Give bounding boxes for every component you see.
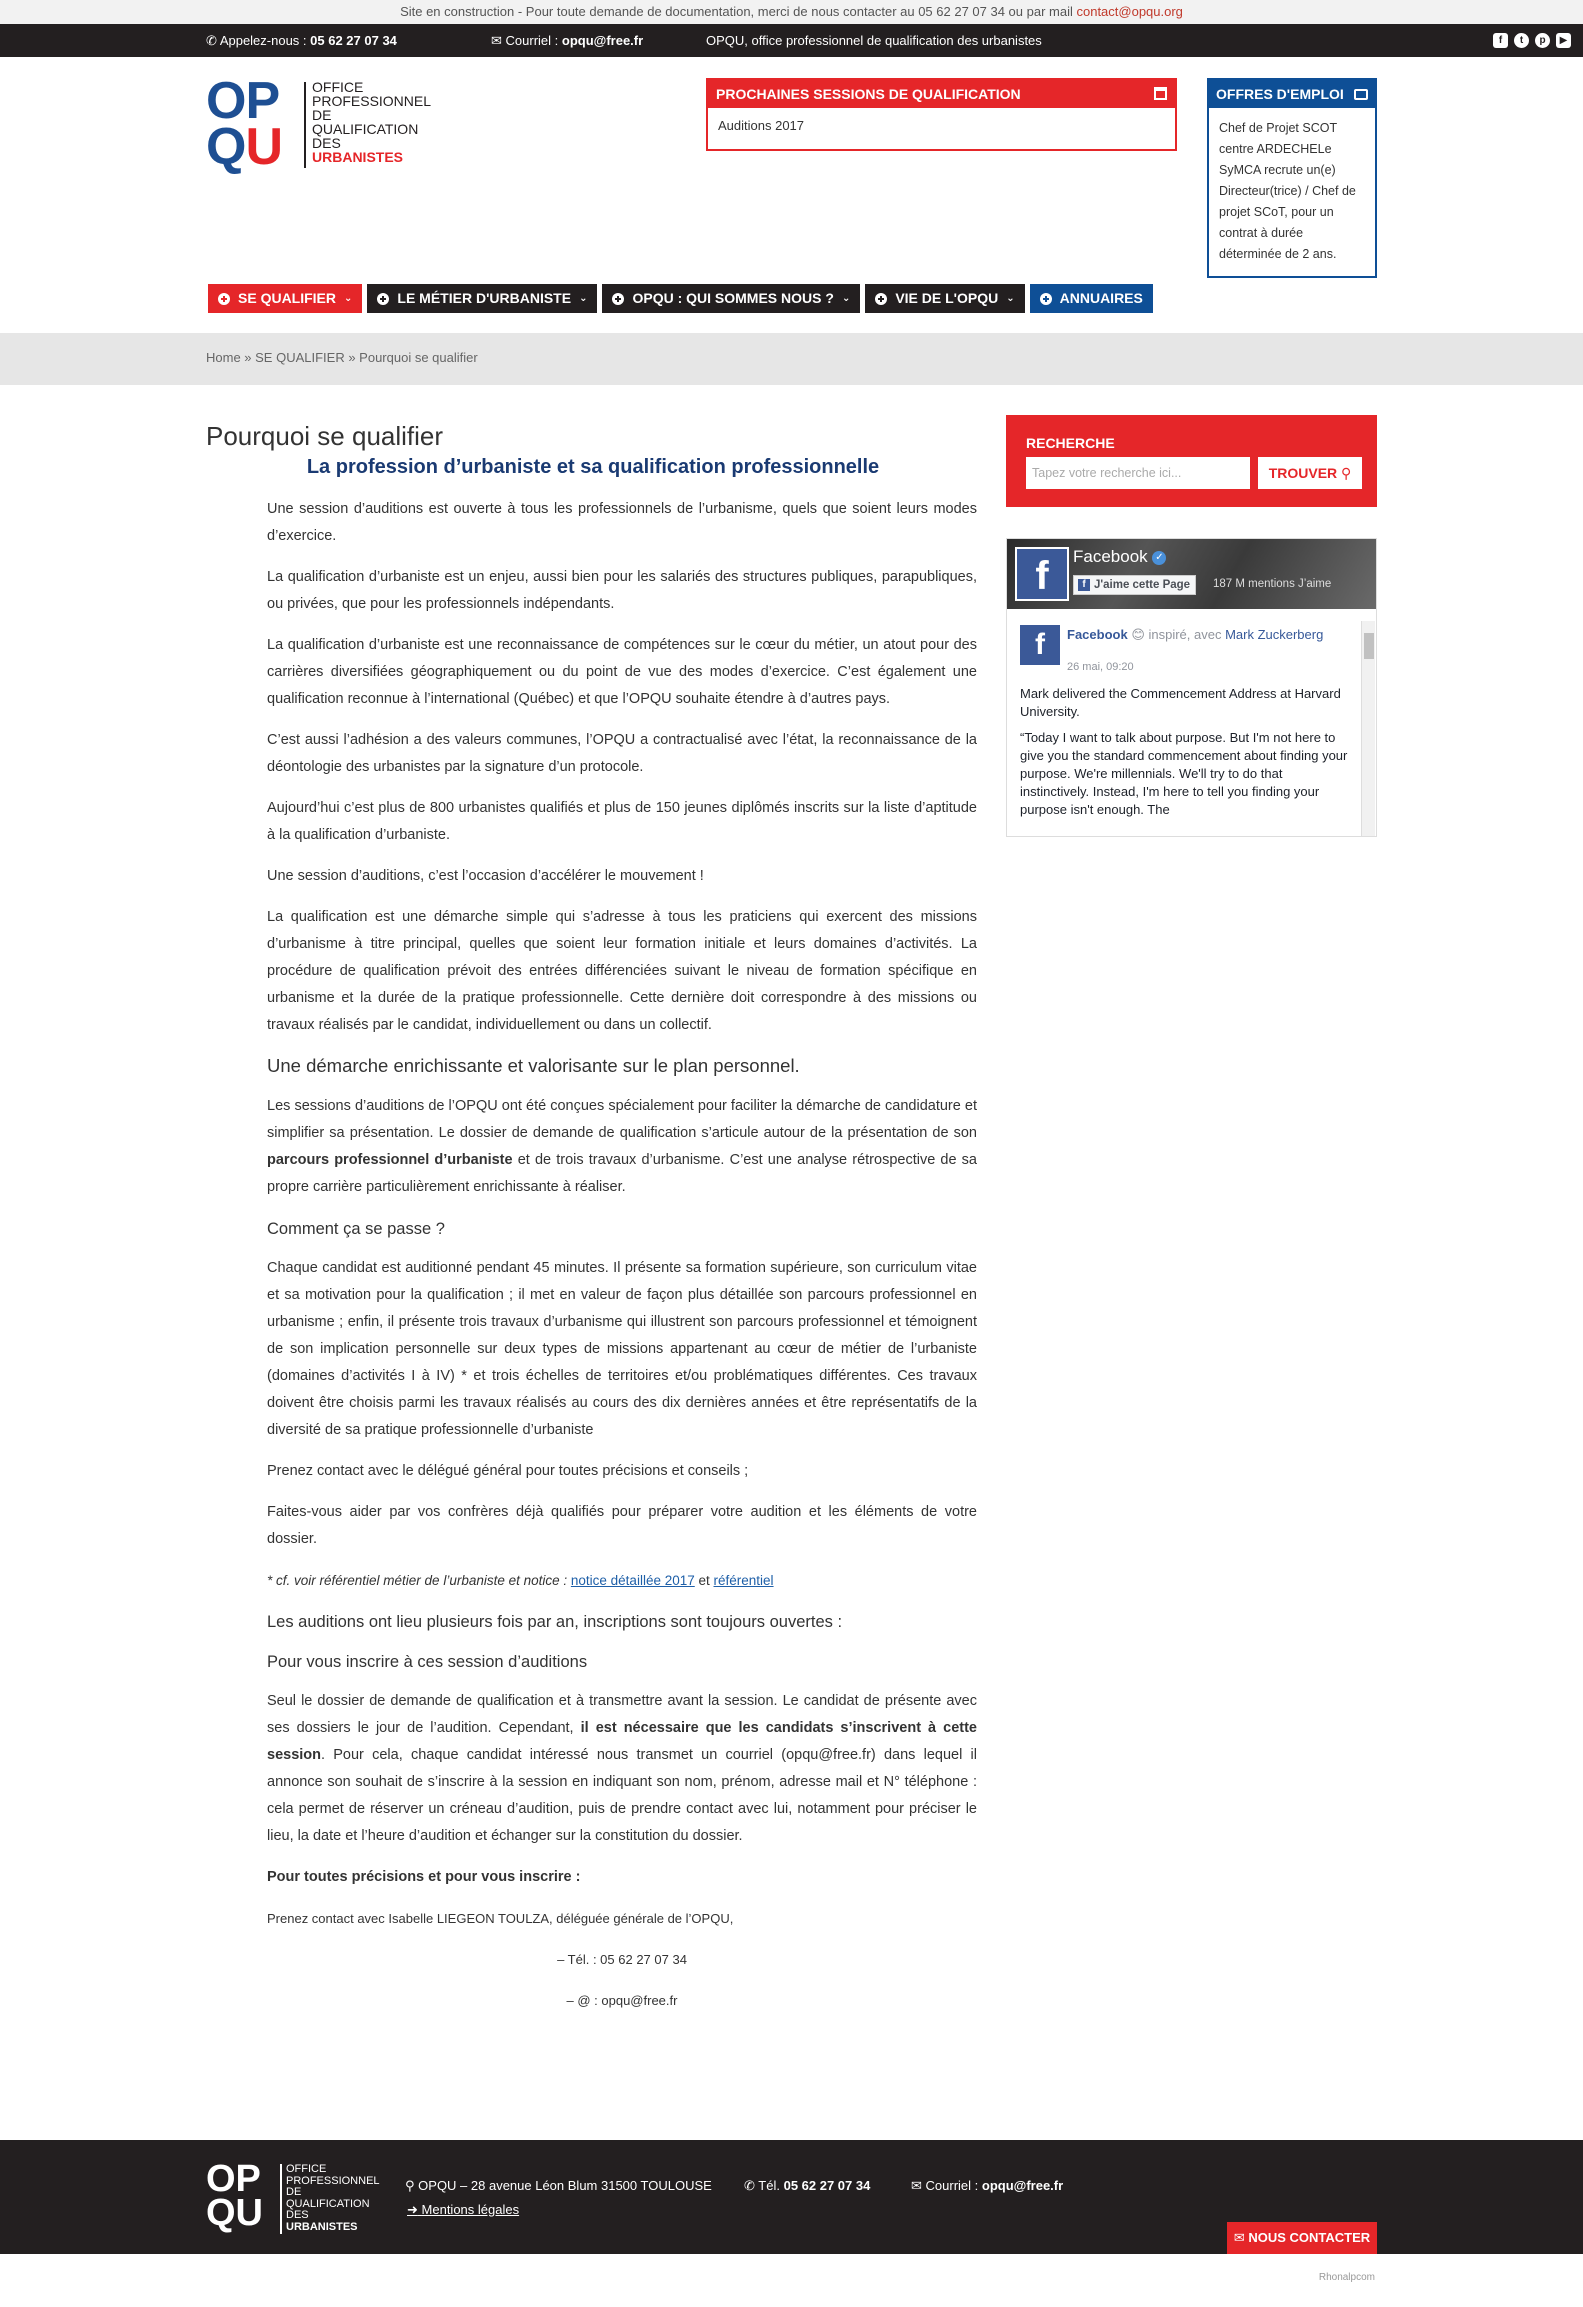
contact-text: Prenez contact avec Isabelle LIEGEON TOULZA, déléguée générale de l’OPQU, xyxy=(267,1911,734,1926)
search-widget xyxy=(1006,415,1377,507)
plus-circle-icon xyxy=(377,293,389,305)
chevron-down-icon: ⌄ xyxy=(841,293,851,304)
top-bar xyxy=(0,24,1583,57)
logo-text: OFFICE PROFESSIONNEL DE QUALIFICATION DES URBANISTES xyxy=(312,79,432,165)
main-content xyxy=(206,420,980,2028)
footer-mail[interactable]: ✉ Courriel : opqu@free.fr xyxy=(911,2178,1064,2193)
social-links xyxy=(1493,33,1571,48)
sessions-box xyxy=(706,78,1177,151)
nav-annuaires[interactable]: ANNUAIRES xyxy=(1030,284,1153,313)
envelope-icon: ✉ xyxy=(911,2178,922,2193)
paragraph: Pour toutes précisions et pour vous inscrire : xyxy=(267,1869,581,1885)
nav-metier[interactable]: LE MÉTIER D'URBANISTE ⌄ xyxy=(367,284,597,313)
referentiel-link[interactable]: référentiel xyxy=(713,1573,774,1588)
construction-notice xyxy=(0,0,1583,24)
topbar-tagline: OPQU, office professionnel de qualification des urbanistes xyxy=(706,33,1042,48)
arrow-right-icon: ➜ xyxy=(407,2202,418,2217)
facebook-post xyxy=(1020,621,1354,819)
contact-mail: – @ : opqu@free.fr xyxy=(566,1993,678,2008)
jobs-title: OFFRES D'EMPLOI xyxy=(1209,80,1375,108)
pinterest-icon[interactable]: p xyxy=(1535,33,1550,48)
search-button[interactable]: TROUVER ⚲ xyxy=(1258,457,1362,489)
post-text: “Today I want to talk about purpose. But I'm not here to give you the standard commencement about finding your purpose. We're millennials. We'll try to do that instinctively. Instead, I'm here to tell you finding your purpose isn't enough. The xyxy=(1020,730,1348,817)
envelope-icon: ✉ xyxy=(1233,2230,1245,2245)
footer-logo[interactable]: OP QU OFFICE PROFESSIONNEL DE QUALIFICATION DES URBANISTES xyxy=(206,2158,380,2234)
page-title: Pourquoi se qualifier xyxy=(206,421,444,451)
contact-mail-link[interactable]: contact@opqu.org xyxy=(1076,4,1183,19)
phone-label: Appelez-nous : xyxy=(219,33,311,48)
like-count: 187 M mentions J’aime xyxy=(1213,578,1332,590)
plus-circle-icon xyxy=(218,293,230,305)
paragraph: La qualification est une démarche simple qui s’adresse à tous les praticiens qui exercent des missions d’urbanisme à titre principal, quelles que soient leur formation initiale et leurs domaines d’activités. La procédure de qualification prévoit des entrées différenciées suivant le niveau de formation spécifique en urbanisme et la durée de la pratique professionnelle. Cette dernière doit correspondre à des missions ou travaux réalisés par le candidat, individuellement ou dans un collectif. xyxy=(267,909,977,1033)
site-credit[interactable]: Rhonalpcom xyxy=(1318,2272,1375,2283)
nav-qui-sommes-nous[interactable]: OPQU : QUI SOMMES NOUS ? ⌄ xyxy=(602,284,860,313)
footer xyxy=(0,2140,1583,2254)
facebook-widget xyxy=(1006,538,1377,837)
scrollbar-thumb[interactable] xyxy=(1364,633,1374,659)
envelope-icon: ✉ xyxy=(491,33,502,48)
facebook-cover xyxy=(1007,539,1376,609)
post-author: Facebook 😊 inspiré, avec Mark Zuckerberg xyxy=(1067,627,1324,642)
twitter-icon[interactable]: t xyxy=(1514,33,1529,48)
phone-number: 05 62 27 07 34 xyxy=(310,33,397,48)
sessions-item[interactable]: Auditions 2017 xyxy=(718,118,805,133)
chevron-down-icon: ⌄ xyxy=(1006,293,1015,304)
search-icon: ⚲ xyxy=(1341,465,1352,481)
job-offer-text[interactable]: Chef de Projet SCOT centre ARDECHELe SyMCA recrute un(e) Directeur(trice) / Chef de projet SCoT, pour un contrat à durée déterminée de 2 ans. xyxy=(1219,121,1356,261)
nav-vie-opqu[interactable]: VIE DE L'OPQU ⌄ xyxy=(865,284,1024,313)
briefcase-icon xyxy=(1354,89,1368,100)
like-page-button[interactable]: f J'aime cette Page xyxy=(1073,575,1196,595)
paragraph: Les sessions d’auditions de l’OPQU ont été conçues spécialement pour faciliter la démarche de candidature et simplifier sa présentation. Le dossier de demande de qualification s’articule autour de la présentation de son parcours professionnel d’urbaniste et de trois travaux d’urbanisme. C’est une analyse rétrospective de sa propre carrière particulièrement enrichissante à réaliser. xyxy=(267,1098,977,1195)
facebook-icon[interactable]: f xyxy=(1493,33,1508,48)
section-heading: Comment ça se passe ? xyxy=(267,1220,445,1238)
main-nav xyxy=(208,284,1153,313)
facebook-page-name[interactable]: Facebook ✓ xyxy=(1073,547,1166,567)
mail-address: opqu@free.fr xyxy=(561,33,644,48)
paragraph: Seul le dossier de demande de qualification et à transmettre avant la session. Le candidat de présente avec ses dossiers le jour de l’audition. Cependant, il est nécessaire que les candidats s’inscrivent à cette session. Pour cela, chaque candidat intéressé nous transmet un courriel (opqu@free.fr) dans lequel il annonce son souhait de s’inscrire à la session en indiquant son nom, prénom, adresse mail et N° téléphone : cela permet de réserver un créneau d’audition, puis de prendre contact avec lui, notamment pour préciser le lieu, la date et l’heure d’audition et échanger sur la constitution du dossier. xyxy=(267,1693,977,1844)
paragraph: Prenez contact avec le délégué général pour toutes précisions et conseils ; xyxy=(267,1463,749,1479)
chevron-down-icon: ⌄ xyxy=(579,293,588,304)
breadcrumb xyxy=(0,333,1583,385)
plus-circle-icon xyxy=(1040,293,1052,305)
logo-divider xyxy=(280,2164,282,2234)
section-heading: Pour vous inscrire à ces session d’auditions xyxy=(267,1653,588,1671)
logo-op: OP xyxy=(206,72,280,130)
youtube-icon[interactable]: ▶ xyxy=(1556,33,1571,48)
contact-tel: – Tél. : 05 62 27 07 34 xyxy=(557,1952,687,1967)
post-text: Mark delivered the Commencement Address at Harvard University. xyxy=(1020,686,1341,719)
page-subtitle: La profession d’urbaniste et sa qualification professionnelle xyxy=(306,456,880,478)
search-title: RECHERCHE xyxy=(1026,435,1115,451)
paragraph: Chaque candidat est auditionné pendant 45 minutes. Il présente sa formation supérieure, son curriculum vitae et sa motivation pour la qualification ; il met en valeur de façon plus détaillée son parcours professionnel en urbanisme ; enfin, il présente trois travaux d’urbanisme qui illustrent son parcours professionnel et témoignent de son implication personnelle sur deux types de missions appartenant au cœur de métier de l’urbaniste (domaines d’activités I à IV) * et trois échelles de territoires et/ou problématiques différentes. Ces travaux doivent être choisis parmi les travaux réalisés au cours des dix dernières années et être représentatifs de la diversité de sa pratique professionnelle d’urbaniste xyxy=(267,1260,977,1438)
reference-note: * cf. voir référentiel métier de l’urbaniste et notice : notice détaillée 2017 et référentiel xyxy=(267,1573,774,1588)
site-logo[interactable] xyxy=(206,72,436,182)
paragraph: C’est aussi l’adhésion a des valeurs communes, l’OPQU a contractualisé avec l’état, la reconnaissance de la déontologie des urbanistes par la signature d’un protocole. xyxy=(267,732,977,775)
map-pin-icon: ⚲ xyxy=(405,2178,415,2193)
logo-divider xyxy=(304,82,306,168)
phone-icon: ✆ xyxy=(744,2178,755,2193)
paragraph: La qualification d’urbaniste est une reconnaissance de compétences sur le cœur du métier, un atout pour des carrières diversifiées géographiquement ou du point de vue des modes d’exercice. C’est également une qualification reconnue à l’international (Québec) et que l’OPQU souhaite étendre à d’autres pays. xyxy=(267,637,977,707)
notice-link[interactable]: notice détaillée 2017 xyxy=(570,1573,695,1588)
legal-link[interactable]: ➜ Mentions légales xyxy=(407,2202,520,2217)
footer-address: ⚲ OPQU – 28 avenue Léon Blum 31500 TOULOUSE xyxy=(405,2178,712,2193)
paragraph: La qualification d’urbaniste est un enjeu, aussi bien pour les salariés des structures publiques, parapubliques, ou privées, que pour les professionnels indépendants. xyxy=(267,569,977,612)
section-heading: Les auditions ont lieu plusieurs fois par an, inscriptions sont toujours ouvertes : xyxy=(267,1613,843,1631)
nav-se-qualifier[interactable]: SE QUALIFIER ⌄ xyxy=(208,284,362,313)
mail-label: Courriel : xyxy=(505,33,562,48)
contact-button[interactable]: ✉ NOUS CONTACTER xyxy=(1227,2222,1377,2254)
paragraph: Une session d’auditions est ouverte à tous les professionnels de l’urbanisme, quels que soient leurs modes d’exercice. xyxy=(267,501,977,544)
topbar-mail[interactable] xyxy=(491,24,643,57)
plus-circle-icon xyxy=(875,293,887,305)
emoji-icon: 😊 xyxy=(1131,627,1145,642)
calendar-icon xyxy=(1154,87,1167,100)
plus-circle-icon xyxy=(612,293,624,305)
verified-icon: ✓ xyxy=(1152,551,1166,565)
jobs-box xyxy=(1207,78,1377,278)
paragraph: Faites-vous aider par vos confrères déjà qualifiés pour préparer votre audition et les éléments de votre dossier. xyxy=(267,1504,977,1547)
scrollbar[interactable] xyxy=(1361,621,1375,836)
paragraph: Aujourd’hui c’est plus de 800 urbanistes qualifiés et plus de 150 jeunes diplômés inscrits sur la liste d’aptitude à la qualification d’urbaniste. xyxy=(267,800,977,843)
paragraph: Une session d’auditions, c’est l’occasion d’accélérer le mouvement ! xyxy=(267,868,704,884)
post-date[interactable]: 26 mai, 09:20 xyxy=(1067,661,1134,673)
chevron-down-icon: ⌄ xyxy=(344,293,353,304)
phone-icon: ✆ xyxy=(206,33,217,48)
topbar-phone[interactable] xyxy=(206,24,397,57)
sessions-title: PROCHAINES SESSIONS DE QUALIFICATION xyxy=(708,80,1175,108)
breadcrumb-text[interactable]: Home » SE QUALIFIER » Pourquoi se qualifier xyxy=(206,350,478,365)
section-heading: Une démarche enrichissante et valorisante sur le plan personnel. xyxy=(267,1055,800,1076)
footer-phone[interactable]: ✆ Tél. 05 62 27 07 34 xyxy=(744,2178,871,2193)
facebook-logo-icon[interactable]: f xyxy=(1015,547,1069,601)
search-input[interactable]: Tapez votre recherche ici... xyxy=(1026,457,1250,489)
construction-text: Site en construction - Pour toute demande de documentation, merci de nous contacter au 05 62 27 07 34 ou par mail xyxy=(400,4,1077,19)
facebook-logo-icon[interactable]: f xyxy=(1020,625,1060,665)
logo-qu: QU xyxy=(206,118,283,176)
